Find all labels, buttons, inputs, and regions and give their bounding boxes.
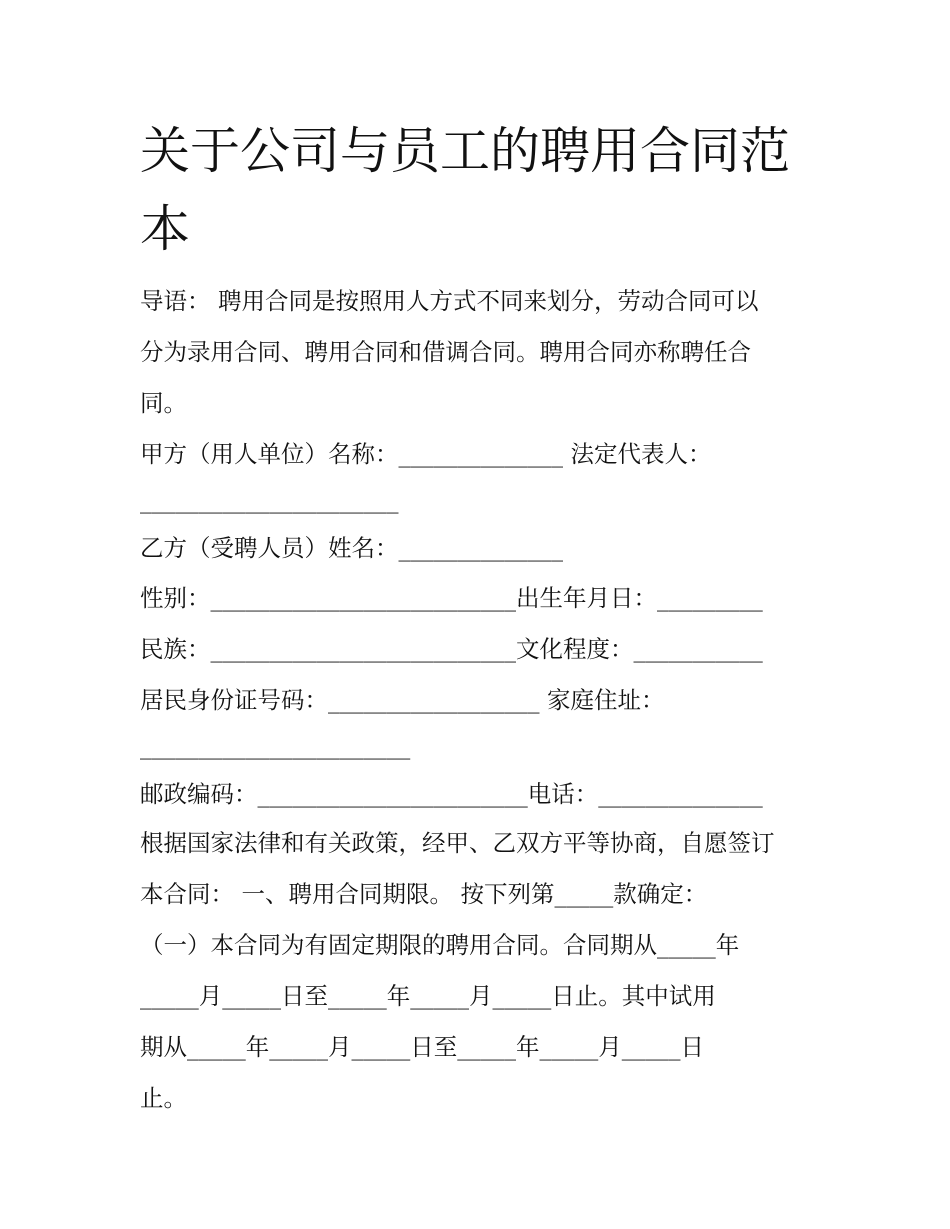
postcode-phone-field: 邮政编码：_______________________电话：______________ (140, 780, 763, 808)
term-line-1: （一）本合同为有固定期限的聘用合同。合同期从_____年 (140, 931, 740, 959)
agreement-line-2: 本合同： 一、聘用合同期限。 按下列第_____款确定： (140, 880, 708, 908)
ethnicity-education-field: 民族：__________________________文化程度：___________ (140, 635, 763, 663)
agreement-line-1: 根据国家法律和有关政策，经甲、乙双方平等协商，自愿签订 (140, 829, 775, 857)
party-a-name-field: 甲方（用人单位）名称：______________ 法定代表人： (140, 440, 712, 468)
address-blank: _______________________ (140, 732, 411, 760)
term-line-4: 止。 (140, 1084, 187, 1112)
term-line-2: _____月_____日至_____年_____月_____日止。其中试用 (140, 982, 716, 1010)
party-b-name-field: 乙方（受聘人员）姓名：______________ (140, 534, 563, 562)
intro-line-2: 分为录用合同、聘用合同和借调合同。聘用合同亦称聘任合 (140, 338, 751, 366)
intro-line-3: 同。 (140, 389, 187, 417)
intro-line-1: 导语： 聘用合同是按照用人方式不同来划分，劳动合同可以 (140, 287, 759, 315)
document-title: 关于公司与员工的聘用合同范本 (140, 122, 790, 258)
id-number-address-field: 居民身份证号码：__________________ 家庭住址： (140, 686, 665, 714)
party-a-representative-blank: ______________________ (140, 486, 399, 514)
term-line-3: 期从_____年_____月_____日至_____年_____月_____日 (140, 1033, 704, 1061)
gender-birthdate-field: 性别：__________________________出生年月日：_________ (140, 584, 763, 612)
